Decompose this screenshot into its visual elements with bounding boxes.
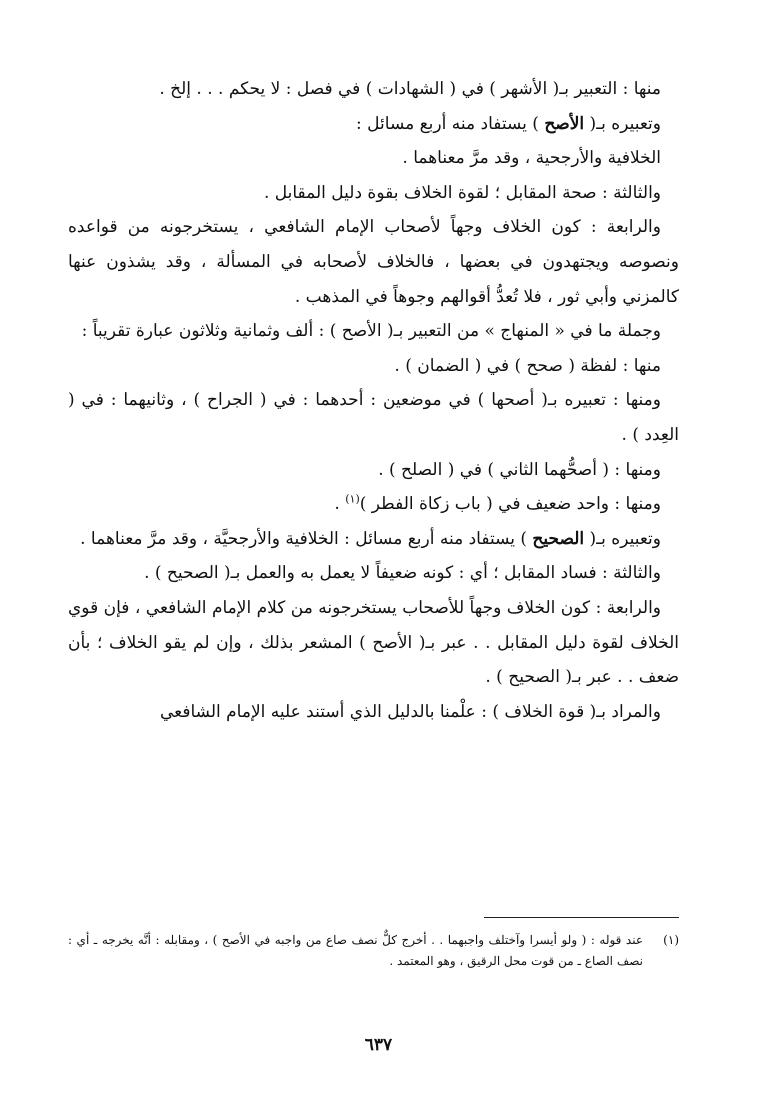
page-number: ٦٣٧	[364, 1035, 393, 1055]
paragraph: ومنها : تعبيره بـ( أصحها ) في موضعين : أحدهما : في ( الجراح ) ، وثانيهما : في ( العِدد ) .	[68, 390, 679, 445]
paragraph: وجملة ما في « المنهاج » من التعبير بـ( الأصح ) : ألف وثمانية وثلاثون عبارة تقريباً :	[81, 321, 661, 342]
paragraph: والمراد بـ( قوة الخلاف ) : علْمنا بالدليل الذي أستند عليه الإمام الشافعي	[159, 701, 661, 722]
paragraph: ومنها : ( أصحُّهما الثاني ) في ( الصلح ) .	[378, 459, 661, 480]
footnote-separator	[484, 917, 679, 918]
paragraph: منها : لفظة ( صحح ) في ( الضمان ) .	[394, 355, 661, 376]
paragraph: والرابعة : كون الخلاف وجهاً لأصحاب الإمام الشافعي ، يستخرجونه من قواعده ونصوصه ويجتهدون في بعضها ، فالخلاف لأصحابه في المسألة ، وقد يشذون عنها كالمزني وأبي ثور ، فلا تُعدُّ أقوالهم وجوهاً في المذهب .	[68, 217, 679, 307]
paragraph: ومنها : واحد ضعيف في ( باب زكاة الفطر )$^{(١)}$ .	[334, 492, 661, 515]
bold-term: الأصح	[544, 113, 585, 134]
footnote-number: (١)	[663, 933, 679, 947]
footnotes	[68, 930, 679, 972]
main-text	[68, 72, 679, 729]
paragraph: والثالثة : فساد المقابل ؛ أي : كونه ضعيفاً لا يعمل به والعمل بـ( الصحيح ) .	[144, 563, 661, 584]
footnote-reference[interactable]: (١)	[345, 492, 360, 506]
paragraph: الخلافية والأرجحية ، وقد مرَّ معناهما .	[402, 148, 661, 169]
paragraph: والرابعة : كون الخلاف وجهاً للأصحاب يستخرجونه من كلام الإمام الشافعي ، فإن قوي الخلاف لقوة دليل المقابل . . عبر بـ( الأصح ) المشعر بذلك ، وإن لم يقو الخلاف ؛ بأن ضعف . . عبر بـ( الصحيح ) .	[68, 597, 679, 688]
paragraph: منها : التعبير بـ( الأشهر ) في ( الشهادات ) في فصل : لا يحكم . . . إلخ .	[159, 79, 661, 99]
bold-term: الصحيح	[532, 528, 585, 549]
paragraph: والثالثة : صحة المقابل ؛ لقوة الخلاف بقوة دليل المقابل .	[263, 182, 661, 203]
footnote-text: عند قوله : ( ولو أيسرا وآختلف واجبهما . . أخرج كلٌّ نصف صاع من واجبه في الأصح ) ، ومقابله : أنَّه يخرجه ـ أي : نصف الصاع ـ من قوت محل الرقيق ، وهو المعتمد .	[68, 933, 643, 968]
paragraph: وتعبيره بـ( الصحيح ) يستفاد منه أربع مسائل : الخلافية والأرجحيَّة ، وقد مرَّ معناهما .	[80, 528, 661, 549]
footnote	[68, 930, 679, 972]
paragraph: وتعبيره بـ( الأصح ) يستفاد منه أربع مسائل :	[356, 113, 661, 134]
